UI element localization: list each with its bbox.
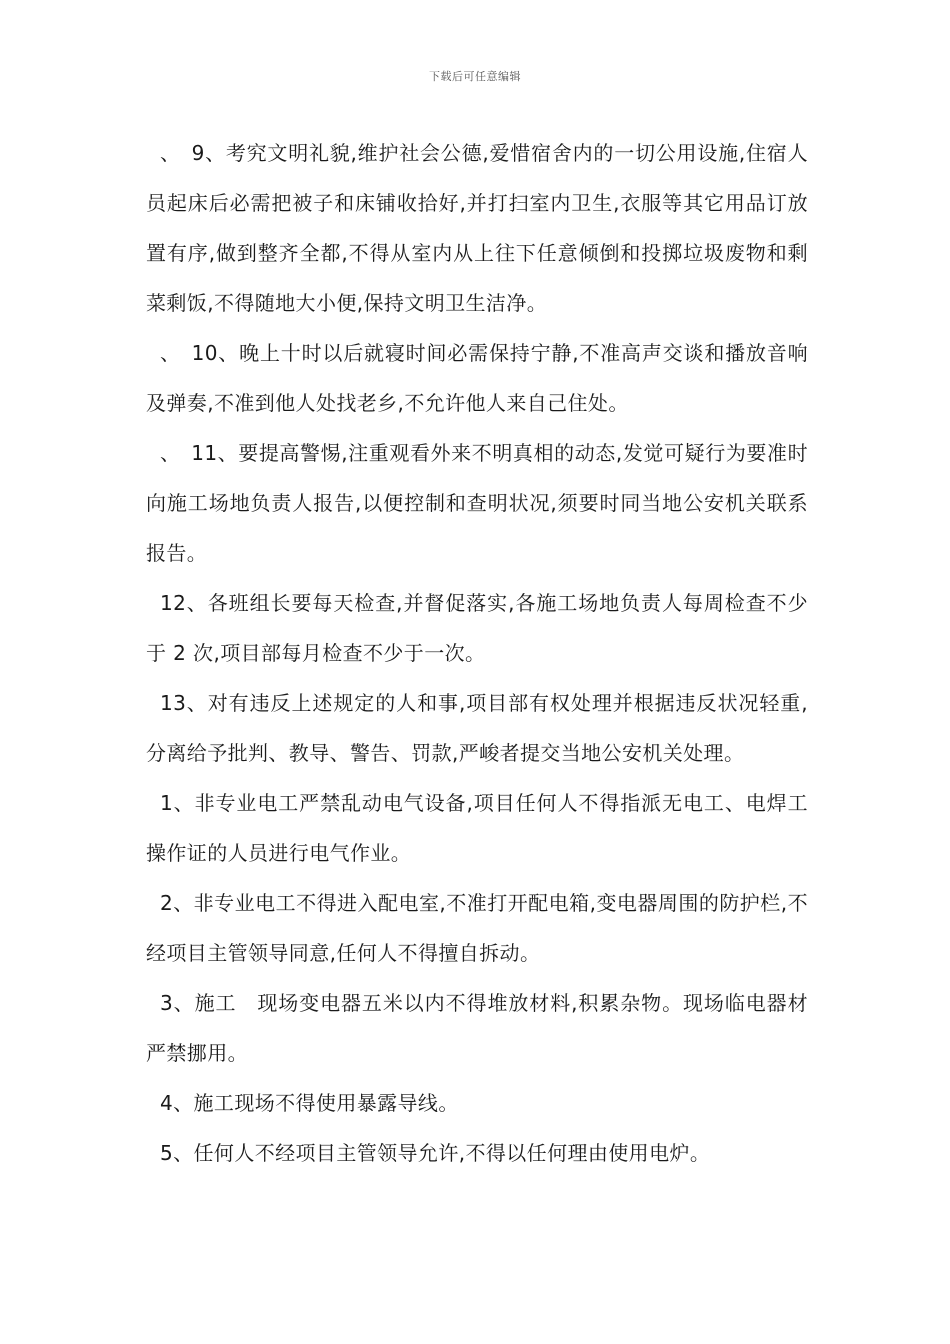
paragraph-rule-10: 、 10、晚上十时以后就寝时间必需保持宁静,不准高声交谈和播放音响及弹奏,不准到他人处找老乡,不允许他人来自己住处。 bbox=[146, 341, 808, 415]
paragraph-electric-1: 1、非专业电工严禁乱动电气设备,项目任何人不得指派无电工、电焊工操作证的人员进行电气作业。 bbox=[146, 791, 808, 865]
paragraph-rule-13: 13、对有违反上述规定的人和事,项目部有权处理并根据违反状况轻重,分离给予批判、教导、警告、罚款,严峻者提交当地公安机关处理。 bbox=[146, 691, 808, 765]
page-header: 下载后可任意编辑 bbox=[429, 70, 521, 83]
paragraph-electric-5: 5、任何人不经项目主管领导允许,不得以任何理由使用电炉。 bbox=[160, 1141, 711, 1165]
document-body bbox=[146, 128, 808, 1178]
paragraph-electric-2: 2、非专业电工不得进入配电室,不准打开配电箱,变电器周围的防护栏,不经项目主管领导同意,任何人不得擅自拆动。 bbox=[146, 891, 808, 965]
paragraph-rule-11: 、 11、要提高警惕,注重观看外来不明真相的动态,发觉可疑行为要准时向施工场地负责人报告,以便控制和查明状况,须要时同当地公安机关联系报告。 bbox=[146, 441, 808, 565]
paragraph-rule-9: 、 9、考究文明礼貌,维护社会公德,爱惜宿舍内的一切公用设施,住宿人员起床后必需把被子和床铺收拾好,并打扫室内卫生,衣服等其它用品订放置有序,做到整齐全都,不得从室内从上往下任意倾倒和投掷垃圾废物和剩菜剩饭,不得随地大小便,保持文明卫生洁净。 bbox=[146, 141, 808, 315]
paragraph-electric-4: 4、施工现场不得使用暴露导线。 bbox=[160, 1091, 459, 1115]
paragraph-electric-3: 3、施工 现场变电器五米以内不得堆放材料,积累杂物。现场临电器材严禁挪用。 bbox=[146, 991, 808, 1065]
paragraph-rule-12: 12、各班组长要每天检查,并督促落实,各施工场地负责人每周检查不少于 2 次,项目部每月检查不少于一次。 bbox=[146, 591, 808, 665]
